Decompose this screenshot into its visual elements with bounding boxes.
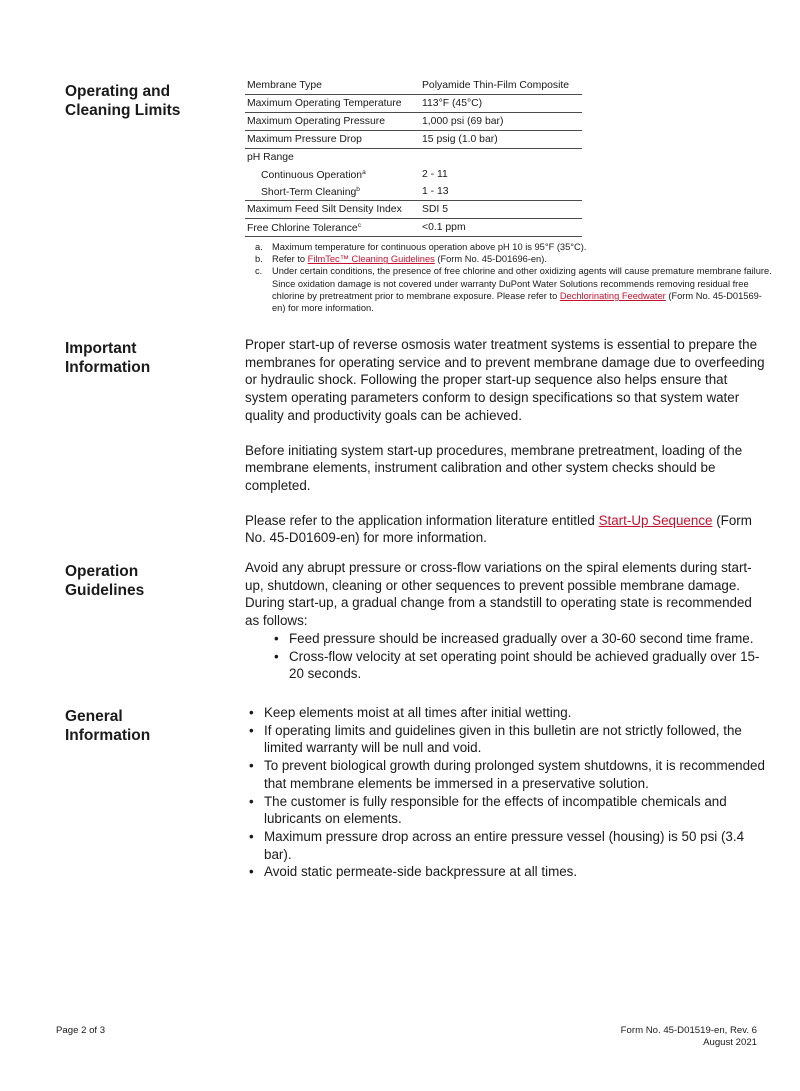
- footnote-text: [272, 253, 775, 265]
- table-footnotes: [255, 241, 775, 314]
- heading-line: Guidelines: [65, 582, 145, 599]
- table-row: [245, 95, 582, 113]
- limits-table: [245, 77, 582, 237]
- footnote-marker: c: [357, 221, 361, 229]
- footnote-letter: b.: [255, 254, 263, 265]
- table-cell-label: Maximum Operating Temperature: [247, 98, 402, 109]
- table-cell-label: Maximum Feed Silt Density Index: [247, 204, 402, 215]
- form-number: Form No. 45-D01519-en, Rev. 6: [620, 1025, 757, 1036]
- list-item: • To prevent biological growth during prolonged system shutdowns, it is recommended that membrane elements be immersed in a preservative solution.: [245, 757, 765, 792]
- footnote-post: (Form No. 45-D01569-en) for more information.: [272, 290, 762, 314]
- table-cell-value: 1 - 13: [422, 186, 449, 197]
- table-cell-label: pH Range: [247, 152, 294, 163]
- list-item: • Keep elements moist at all times after initial wetting.: [245, 704, 765, 722]
- table-row: [245, 219, 582, 237]
- general-bullet-list: [245, 704, 765, 881]
- footnote-a: [255, 241, 775, 253]
- table-row: [245, 166, 582, 183]
- heading-important-information: [65, 339, 225, 377]
- list-item: • The customer is fully responsible for the effects of incompatible chemicals and lubricants on elements.: [245, 793, 765, 828]
- operation-bullet-list: [270, 630, 765, 683]
- paragraph-pre: Please refer to the application information literature entitled: [245, 512, 599, 528]
- paragraph: Before initiating system start-up procedures, membrane pretreatment, loading of the membrane elements, instrument calibration and other system checks should be completed.: [245, 442, 743, 493]
- table-cell-value: 2 - 11: [422, 169, 448, 180]
- table-cell-value: 113°F (45°C): [422, 98, 483, 109]
- heading-line: Operating and: [65, 83, 171, 100]
- paragraph-post: (Form No. 45-D01609-en) for more information.: [245, 512, 752, 546]
- table-row: [245, 77, 582, 95]
- list-item: • Avoid static permeate-side backpressure at all times.: [245, 863, 765, 881]
- operation-guidelines-body: [245, 559, 765, 683]
- label-text: Short-Term Cleaning: [261, 186, 357, 198]
- list-item: • If operating limits and guidelines given in this bulletin are not strictly followed, the limited warranty will be null and void.: [245, 722, 765, 757]
- heading-line: Cleaning Limits: [65, 102, 181, 119]
- table-cell-label: [245, 186, 422, 198]
- footnote-pre: Under certain conditions, the presence of free chlorine and other oxidizing agents will cause premature membrane failure. Since oxidation damage is not covered under warranty DuPont Water Solutions recommends removing residual free chlorine by pretreatment prior to membrane exposure. Please refer to: [272, 266, 772, 301]
- paragraph: Proper start-up of reverse osmosis water treatment systems is essential to prepare the membranes for operating service and to prevent membrane damage due to overfeeding or hydraulic shock. Following the proper start-up sequence also helps ensure that system operating parameters conform to design specifications so that system water quality and productivity goals can be achieved.: [245, 337, 765, 423]
- table-cell-value: <0.1 ppm: [422, 222, 466, 233]
- heading-line: Important: [65, 340, 137, 357]
- footnote-marker: a: [362, 168, 366, 176]
- footnote-text: [272, 265, 775, 314]
- general-information-body: [245, 704, 765, 881]
- heading-operation-guidelines: [65, 562, 225, 600]
- table-row: [245, 201, 582, 219]
- cleaning-guidelines-link[interactable]: FilmTec™ Cleaning Guidelines: [307, 254, 435, 265]
- footnote-pre: Refer to: [272, 254, 308, 265]
- table-row: [245, 183, 582, 201]
- heading-line: Information: [65, 359, 151, 376]
- table-cell-label: [245, 169, 422, 181]
- footnote-letter: c.: [255, 266, 263, 277]
- list-item: • Feed pressure should be increased gradually over a 30-60 second time frame.: [270, 630, 765, 648]
- footnote-text: Maximum temperature for continuous operation above pH 10 is 95°F (35°C).: [272, 242, 587, 252]
- table-row: [245, 131, 582, 148]
- footnote-b: [255, 253, 775, 265]
- dechlorinating-feedwater-link[interactable]: Dechlorinating Feedwater: [559, 290, 666, 301]
- heading-operating-cleaning-limits: [65, 82, 225, 120]
- table-cell-label: [245, 222, 422, 234]
- heading-line: Information: [65, 727, 151, 744]
- list-item: • Cross-flow velocity at set operating point should be achieved gradually over 15-20 seconds.: [270, 648, 765, 683]
- table-row: [245, 113, 582, 131]
- table-cell-value: Polyamide Thin-Film Composite: [422, 80, 570, 91]
- table-cell-value: 15 psig (1.0 bar): [422, 134, 498, 145]
- table-cell-value: SDI 5: [422, 204, 448, 215]
- important-information-body: [245, 336, 765, 547]
- page-number: Page 2 of 3: [56, 1025, 106, 1036]
- footnote-c: [255, 265, 775, 314]
- heading-line: General: [65, 708, 123, 725]
- label-text: Continuous Operation: [261, 169, 363, 181]
- table-cell-label: Maximum Pressure Drop: [247, 134, 362, 145]
- footnote-marker: b: [356, 185, 360, 193]
- table-cell-value: 1,000 psi (69 bar): [422, 116, 504, 127]
- heading-line: Operation: [65, 563, 139, 580]
- paragraph: Avoid any abrupt pressure or cross-flow variations on the spiral elements during start-up, shutdown, cleaning or other sequences to prevent possible membrane damage. During start-up, a gradual change from a standstill to operating state is recommended as follows:: [245, 560, 752, 629]
- list-item: • Maximum pressure drop across an entire pressure vessel (housing) is 50 psi (3.4 bar).: [245, 828, 765, 863]
- paragraph: [245, 512, 765, 547]
- start-up-sequence-link[interactable]: Start-Up Sequence: [598, 512, 713, 528]
- form-date: August 2021: [703, 1037, 757, 1048]
- footnote-letter: a.: [255, 242, 263, 252]
- table-cell-label: Maximum Operating Pressure: [247, 116, 386, 127]
- table-cell-label: Membrane Type: [247, 80, 322, 91]
- footer-form-info: [621, 1025, 757, 1049]
- label-text: Free Chlorine Tolerance: [247, 222, 358, 234]
- footnote-post: (Form No. 45-D01696-en).: [434, 254, 547, 265]
- table-row: [245, 148, 582, 166]
- heading-general-information: [65, 707, 225, 745]
